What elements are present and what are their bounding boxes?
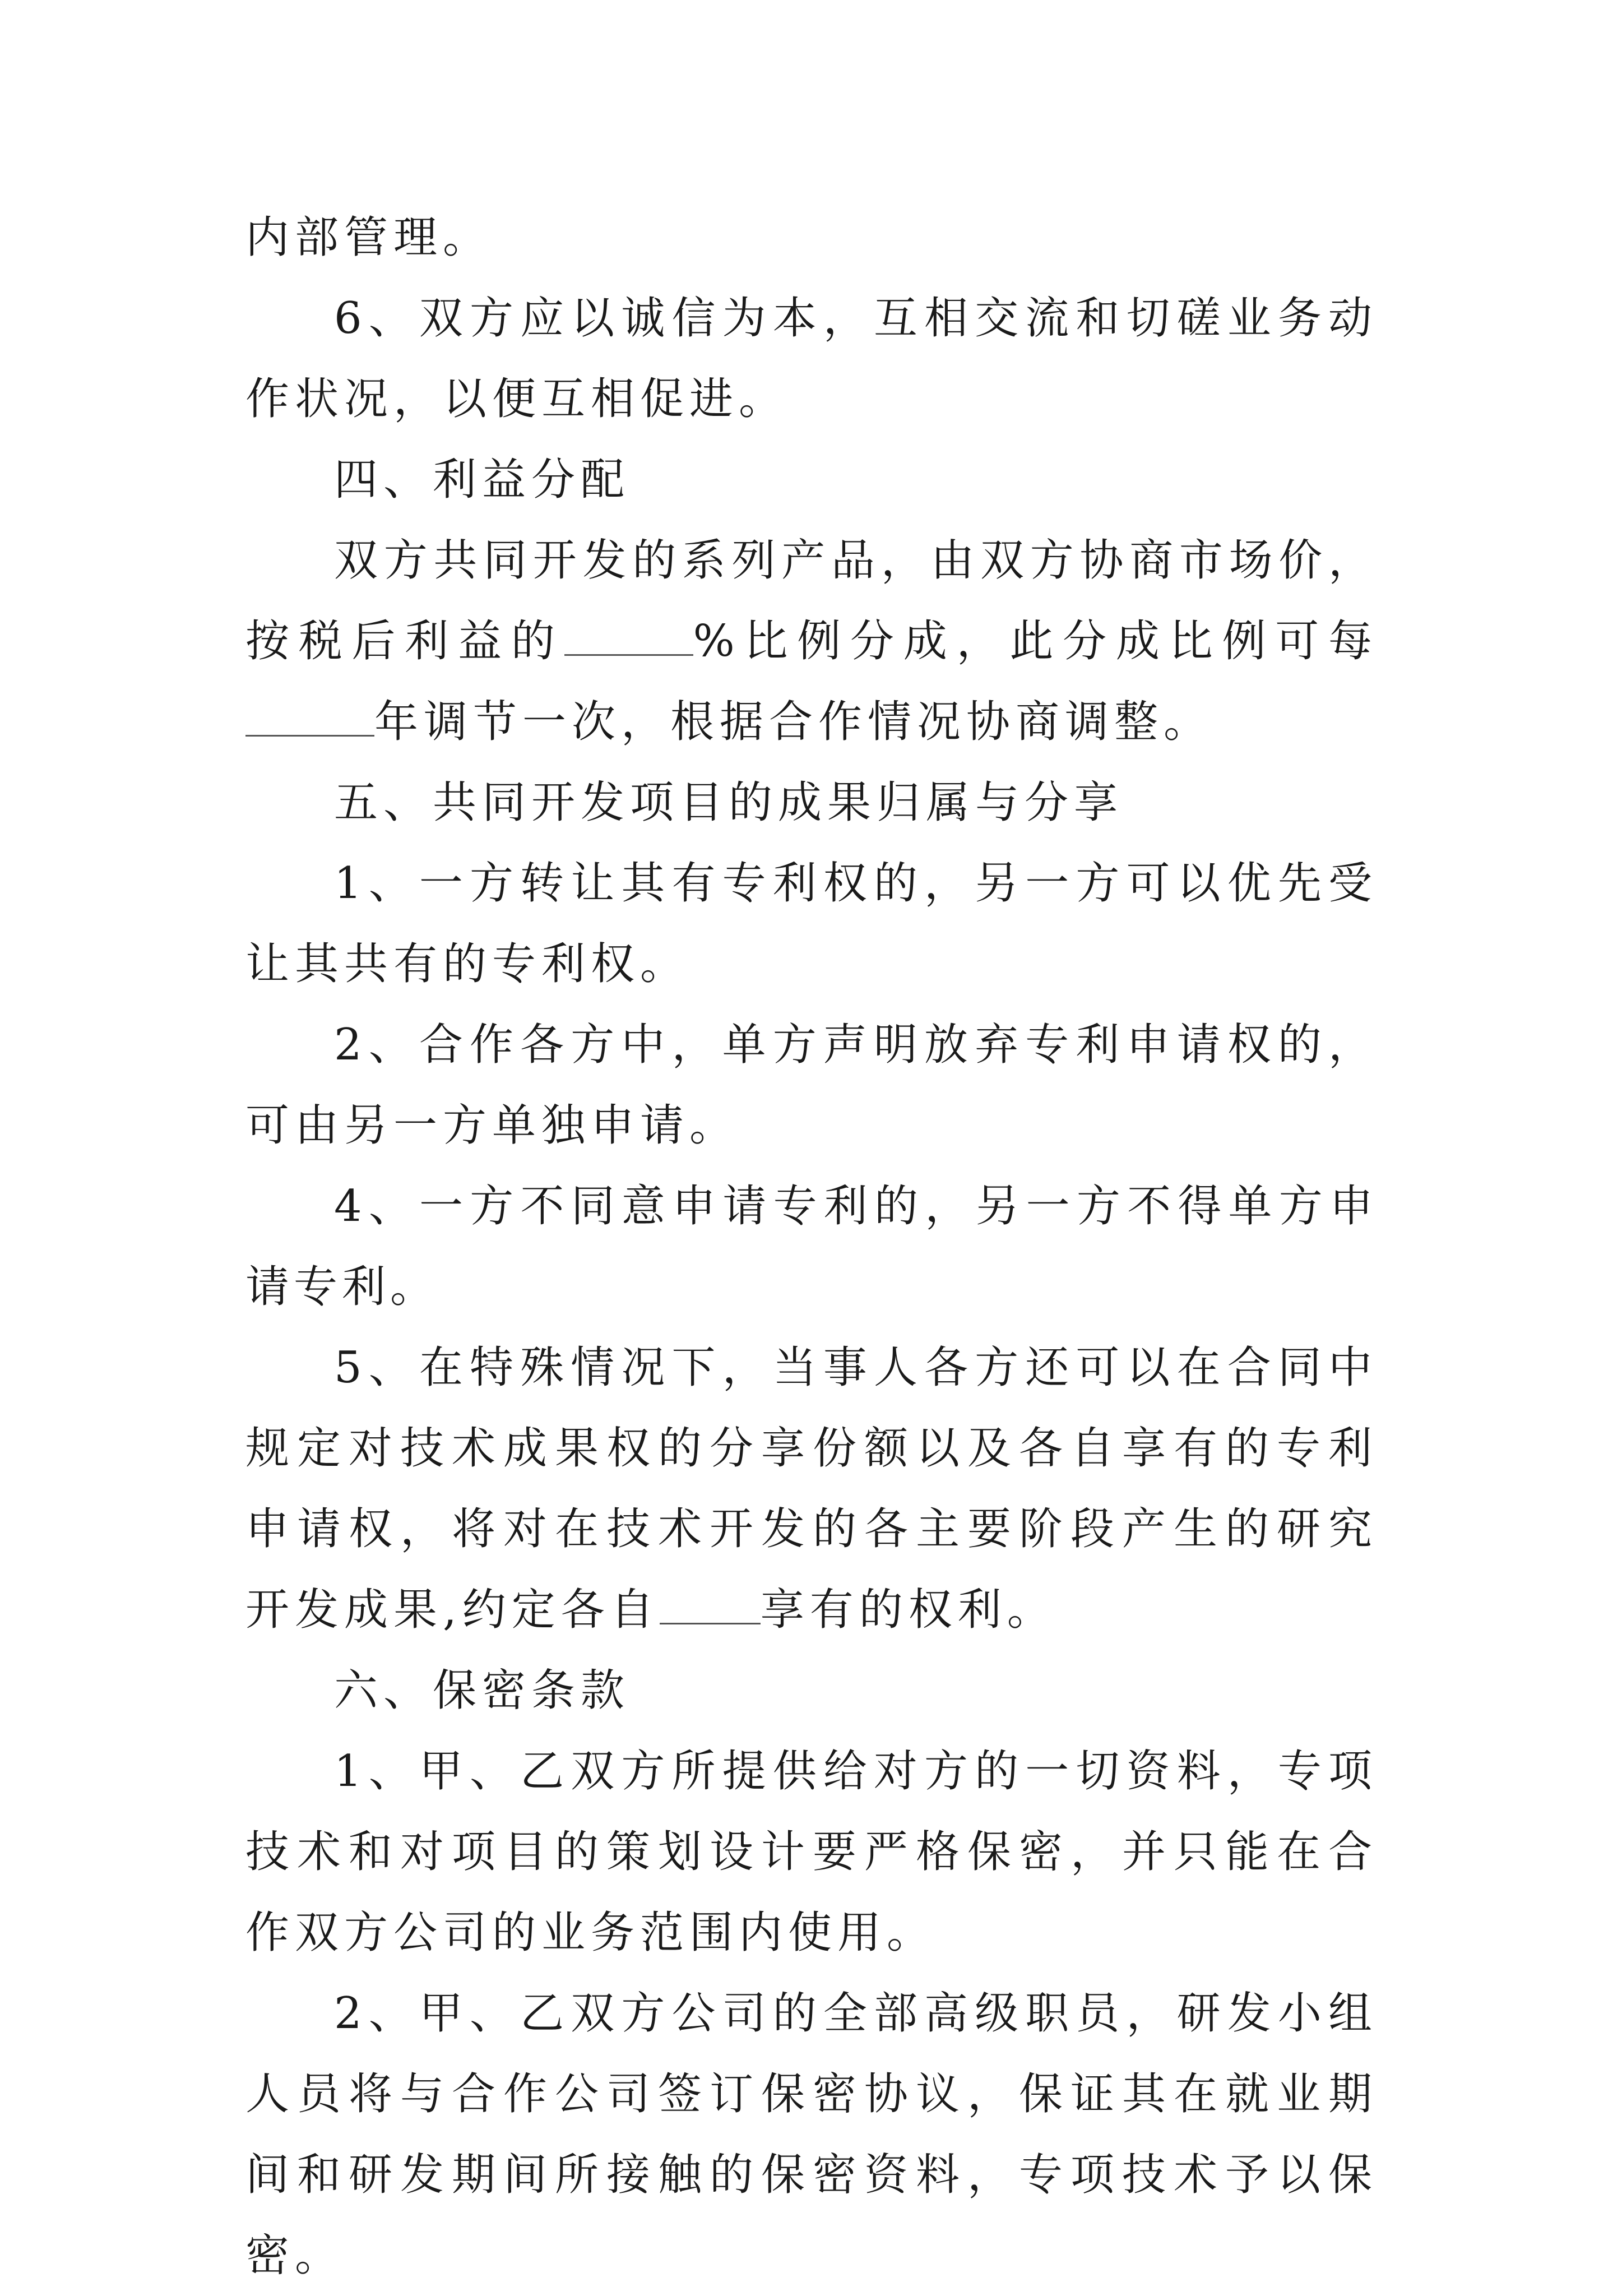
paragraph-clause-5-special	[245, 1327, 1378, 1650]
paragraph-internal-management	[245, 197, 1378, 278]
paragraph-text: 5、在特殊情况下，当事人各方还可以在合同中规定对技术成果权的分享份额以及各自享有的专利申请权，将对在技术开发的各主要阶段产生的研究开发成果,约定各自	[245, 1343, 1378, 1635]
paragraph-confidentiality-2	[245, 1973, 1378, 2296]
section-heading-confidentiality	[245, 1650, 1378, 1731]
section-heading-results-ownership	[245, 762, 1378, 843]
paragraph-profit-sharing	[245, 520, 1378, 762]
paragraph-text: 2、合作各方中，单方声明放弃专利申请权的，可由另一方单独申请。	[245, 1020, 1378, 1151]
section-heading-profit-distribution	[245, 439, 1378, 520]
agreement-blank	[660, 1587, 761, 1624]
paragraph-text: 年调节一次，根据合作情况协商调整。	[374, 697, 1213, 747]
percentage-blank	[564, 618, 693, 656]
paragraph-clause-4-disagree	[245, 1166, 1378, 1327]
heading-text: 六、保密条款	[334, 1665, 631, 1716]
paragraph-confidentiality-1	[245, 1731, 1378, 1973]
heading-text: 四、利益分配	[334, 455, 631, 505]
paragraph-text: 2、甲、乙双方公司的全部高级职员，研发小组人员将与合作公司签订保密协议，保证其在就业期间和研发期间所接触的保密资料，专项技术予以保密。	[245, 1988, 1378, 2281]
paragraph-text: 内部管理。	[245, 212, 493, 263]
paragraph-text: 1、甲、乙双方所提供给对方的一切资料，专项技术和对项目的策划设计要严格保密，并只能在合作双方公司的业务范围内使用。	[245, 1746, 1378, 1958]
document-body	[245, 197, 1378, 2296]
paragraph-text: 4、一方不同意申请专利的，另一方不得单方申请专利。	[245, 1181, 1378, 1312]
paragraph-text: 1、一方转让其有专利权的，另一方可以优先受让其共有的专利权。	[245, 858, 1378, 989]
paragraph-text: %比例分成，此分成比例可每	[693, 616, 1378, 666]
paragraph-text: 享有的权利。	[760, 1585, 1056, 1635]
paragraph-text: 6、双方应以诚信为本，互相交流和切磋业务动作状况，以便互相促进。	[245, 293, 1378, 424]
paragraph-text: 双方共同开发的系列产品，由双方协商市场价，按税后利益的	[245, 535, 1378, 666]
paragraph-clause-1-transfer	[245, 843, 1378, 1004]
paragraph-clause-2-waiver	[245, 1004, 1378, 1166]
heading-text: 五、共同开发项目的成果归属与分享	[334, 777, 1124, 828]
years-blank	[245, 699, 374, 737]
paragraph-clause-6	[245, 278, 1378, 439]
